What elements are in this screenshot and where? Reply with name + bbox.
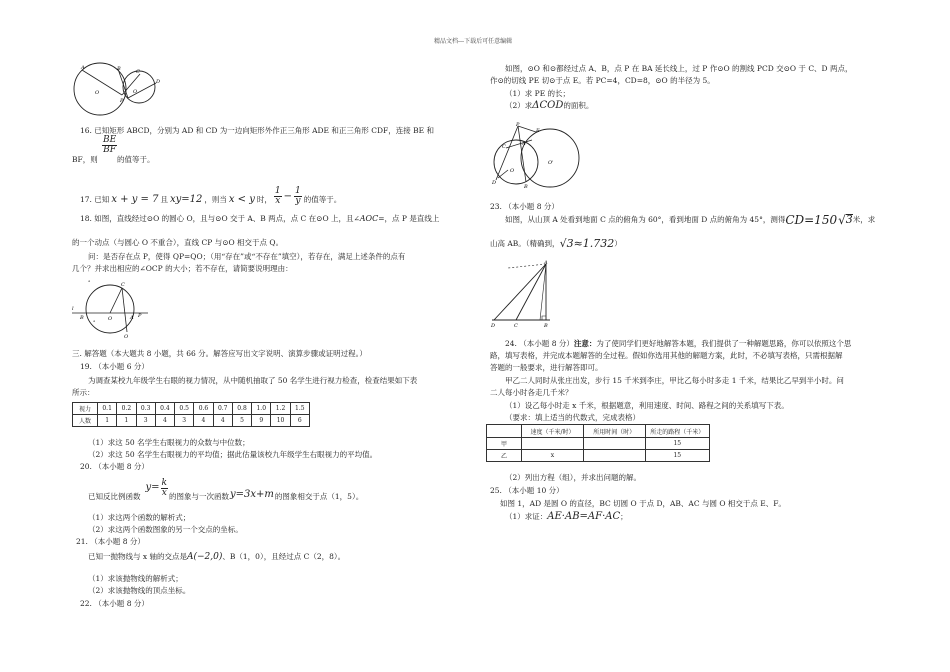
q25-title: 25. （本小题 10 分）	[490, 486, 564, 495]
q17-f1-num: 1	[274, 186, 281, 196]
table-cell: 0.7	[213, 403, 232, 415]
svg-text:O: O	[95, 90, 100, 96]
q23-l2b: ）	[614, 239, 622, 248]
table-cell: 3	[175, 415, 194, 427]
svg-text:B: B	[117, 66, 121, 72]
q20-line	[88, 474, 363, 502]
q17-eq3: x < y	[228, 193, 255, 205]
table-cell: 1	[117, 415, 136, 427]
q24-line5: 二人每小时各走几千米？	[490, 388, 573, 397]
q22-s2b: 的面积。	[563, 101, 594, 110]
q21-line	[88, 552, 345, 562]
q20-sub2: （2）求这两个函数图象的另一个交点的坐标。	[88, 525, 243, 534]
secant-tangent-figure	[486, 120, 586, 192]
q20-a: 已知反比例函数	[88, 492, 141, 501]
q25-line1: 如图 1，AD 是圆 O 的直径，BC 切圆 O 于点 D，AB、AC 与圆 O 相交于点 E、F。	[500, 499, 786, 508]
table-cell: 0.8	[232, 403, 251, 415]
svg-text:C: C	[514, 323, 518, 328]
table-cell	[583, 450, 645, 462]
q24-note: 注意：	[573, 339, 597, 348]
q19-line1: 为调查某校九年级学生右眼的视力情况，从中随机抽取了 50 名学生进行视力检查，检查结果如下表	[88, 376, 418, 385]
table-cell: 15	[645, 450, 709, 462]
table-cell: 4	[194, 415, 213, 427]
q17-f2-num: 1	[295, 186, 301, 196]
q23-line1	[505, 214, 875, 225]
q18-line2: 的一个动点（与圆心 O 不重合），直线 CP 与⊙O 相交于点 Q。	[72, 238, 284, 247]
q23-sqrt-sign2: √	[559, 237, 567, 250]
q25-sub1	[505, 512, 628, 522]
q19-line2: 所示：	[72, 388, 95, 397]
table-cell: 乙	[487, 450, 522, 462]
svg-text:O: O	[108, 316, 113, 322]
q17-e: 的值等于。	[303, 194, 342, 204]
svg-text:D: D	[492, 180, 497, 186]
q17-f2-den: y	[295, 196, 301, 206]
table-cell: 4	[155, 415, 174, 427]
q23-l1b: 米，求	[852, 214, 876, 224]
count-table-row	[73, 415, 310, 427]
svg-text:Q: Q	[124, 334, 129, 338]
q24-line4: 甲乙二人同时从张庄出发，步行 15 千米到李庄，甲比乙每小时多走 1 千米，结果比乙早到半小时。问	[505, 376, 844, 385]
q24-line1	[505, 339, 851, 349]
q22-line2: 作⊙的切线 PE 切⊙于点 E。若 PC=4，CD=8，⊙O 的半径为 5。	[490, 76, 715, 85]
q24-title: 24. （本小题 8 分）	[505, 339, 574, 348]
table-cell: 所走的路程（千米）	[645, 425, 709, 438]
q20-c: 的图象相交于点（1，5）。	[274, 492, 364, 501]
q17-f1-den: x	[275, 196, 281, 206]
mountain-height-figure	[488, 258, 554, 328]
table-cell: 0.4	[155, 403, 174, 415]
q24-requirement: （要求：填上适当的代数式，完成表格）	[505, 413, 640, 422]
table-cell	[487, 425, 522, 438]
speed-table-row	[487, 450, 710, 462]
svg-text:C: C	[121, 282, 125, 288]
table-cell	[583, 438, 645, 450]
table-cell: 0.6	[194, 403, 213, 415]
q18-line4: 几个？并求出相应的∠OCP 的大小；若不存在，请简要说明理由：	[72, 264, 293, 273]
q22-title: 22. （本小题 8 分）	[80, 599, 149, 608]
table-cell: 3	[136, 415, 155, 427]
q17-a: 17. 已知	[80, 194, 110, 204]
table-cell: 1.2	[271, 403, 290, 415]
table-cell: 0.2	[117, 403, 136, 415]
q17-c: ，则当	[204, 194, 227, 204]
q16-frac-num: BE	[103, 135, 117, 145]
q20-title: 20. （本小题 8 分）	[80, 462, 149, 471]
q25-s1m: AE·AB=AF·AC	[547, 511, 621, 522]
svg-text:B: B	[544, 323, 548, 328]
table-cell: 15	[645, 438, 709, 450]
q18-angle: AOC	[359, 214, 379, 223]
svg-text:P: P	[516, 122, 520, 128]
q20-sub1: （1）求这两个函数的解析式；	[88, 513, 191, 522]
q24-l1: 为了使同学们更好地解答本题，我们提供了一种解题思路，你可以依照这个思	[596, 339, 852, 348]
table-cell: 1.0	[252, 403, 271, 415]
q25-s1a: （1）求证：	[505, 512, 548, 521]
table-cell: x	[522, 450, 584, 462]
q17-d: 时，	[256, 194, 272, 204]
q23-sqrt-sign: √	[838, 212, 846, 227]
q24-line2: 路，填写表格，并完成本题解答的全过程。假如你选用其他的解题方案，此时，不必填写表格，只需根据解	[490, 351, 843, 360]
table-cell: 1	[98, 415, 117, 427]
q22-sub2	[505, 101, 593, 111]
page-header: 精品文档---下载后可任意编辑	[434, 38, 513, 45]
q20-eq: y=3x+m	[230, 489, 274, 500]
q21-title: 21. （本小题 8 分）	[76, 537, 145, 546]
svg-text:l: l	[72, 306, 74, 312]
q22-s2a: （2）求	[505, 101, 533, 110]
svg-text:B: B	[524, 184, 528, 190]
table-cell: 0.1	[98, 403, 117, 415]
vision-table-row	[73, 403, 310, 415]
svg-text:A: A	[522, 141, 526, 147]
svg-text:A: A	[130, 315, 134, 321]
table-cell: 0.5	[175, 403, 194, 415]
q19-title: 19. （本小题 6 分）	[80, 362, 149, 371]
q24-sub1: （1）设乙每小时走 x 千米，根据题意，利用速度、时间、路程之间的关系填写下表。	[505, 401, 789, 410]
q23-l1a: 如图，从山顶 A 处看到地面 C 点的俯角为 60°，看到地面 D 点的俯角为 45°，测得	[505, 214, 786, 224]
svg-text:O: O	[133, 89, 138, 95]
q17-eq2: xy=12	[169, 193, 203, 205]
q24-line3: 答题的一般要求，进行解答即可。	[490, 363, 603, 372]
circle-line-figure	[70, 276, 150, 338]
svg-text:E: E	[536, 128, 540, 134]
q22-line1: 如图，⊙O 和⊙都经过点 A、B，点 P 在 BA 延长线上，过 P 作⊙O 的割线 PCD 交⊙O 于 C、D 两点，	[505, 64, 853, 73]
q16-line2b: 的值等于。	[117, 155, 155, 164]
svg-text:C: C	[502, 144, 506, 150]
q24-sub2: （2）列出方程（组），并求出问题的解。	[505, 473, 642, 482]
q18-line3: 问：是否存在点 P，使得 QP=QO；（用“存在”或“不存在”填空），若存在，满足上述条件的点有	[88, 252, 406, 261]
q16-text: 16. 已知矩形 ABCD，分别为 AD 和 CD 为一边向矩形外作正三角形 ADE 和正三角形 CDF，连接 BE 和	[80, 126, 434, 135]
q17-minus: −	[283, 190, 292, 202]
svg-text:D: D	[491, 323, 496, 328]
q20-frac-num: k	[161, 477, 167, 488]
table-cell: 1.5	[290, 403, 309, 415]
q20-b: 的图象与一次函数	[169, 492, 229, 501]
q20-frac-den: x	[161, 487, 167, 498]
svg-text:°: °	[93, 320, 96, 326]
q17-line	[80, 186, 342, 206]
q19-sub2: （2）求这 50 名学生右眼视力的平均值；据此估量该校九年级学生右眼视力的平均值。	[88, 450, 378, 459]
two-circles-figure	[70, 62, 170, 118]
svg-text:A: A	[544, 260, 548, 266]
q22-s2m: ΔCOD	[532, 100, 564, 111]
svg-text:C: C	[136, 69, 140, 75]
q18-l1b: =，点 P 是直线上	[378, 214, 440, 223]
q23-line2	[490, 239, 622, 249]
q17-eq1: x + y = 7	[111, 193, 159, 205]
table-cell: 视力	[73, 403, 98, 415]
speed-time-table	[486, 424, 710, 462]
q23-approx: 3≈1.732	[566, 237, 615, 250]
svg-text:°: °	[88, 280, 91, 286]
table-cell: 9	[252, 415, 271, 427]
q21-point: A(−2,0)	[187, 552, 223, 562]
table-cell: 0.3	[136, 403, 155, 415]
table-cell: 所用时间（时）	[583, 425, 645, 438]
svg-text:O: O	[510, 168, 515, 174]
table-cell: 6	[290, 415, 309, 427]
q23-cd: CD=150	[785, 212, 838, 227]
svg-text:P: P	[138, 313, 142, 319]
table-cell	[522, 438, 584, 450]
speed-table-header	[487, 425, 710, 438]
vision-table	[72, 402, 310, 427]
q16-frac-den: BF	[103, 145, 117, 155]
q18-line1	[80, 214, 439, 224]
q23-title: 23. （本小题 8 分）	[490, 202, 559, 211]
q20-y: y=	[145, 482, 160, 493]
q16-fraction	[102, 135, 117, 155]
table-cell: 5	[232, 415, 251, 427]
q21-a: 已知一抛物线与 x 轴的交点是	[88, 552, 187, 561]
q19-sub1: （1）求这 50 名学生右眼视力的众数与中位数；	[88, 438, 250, 447]
section3-heading: 三. 解答题（本大题共 8 小题，共 66 分。解答应写出文字说明、演算步骤或证明过程。）	[72, 349, 367, 358]
table-cell: 速度（千米/时）	[522, 425, 584, 438]
q23-sqrt3: 3	[845, 213, 853, 226]
q17-b: 且	[160, 194, 168, 204]
table-cell: 4	[213, 415, 232, 427]
q25-s1b: ；	[620, 512, 628, 521]
q21-sub1: （1）求该抛物线的解析式；	[88, 574, 183, 583]
q23-l2a: 山高 AB。（精确到，	[490, 239, 560, 248]
svg-text:B: B	[80, 315, 84, 321]
q16-line2a: BF，则	[72, 155, 98, 164]
table-cell: 人数	[73, 415, 98, 427]
q22-sub1: （1）求 PE 的长；	[505, 89, 571, 98]
table-cell: 甲	[487, 438, 522, 450]
svg-text:D: D	[156, 79, 161, 85]
table-cell: 10	[271, 415, 290, 427]
q21-b: 、B（1，0），且经过点 C（2，8）。	[222, 552, 346, 561]
speed-table-row	[487, 438, 710, 450]
q21-sub2: （2）求该抛物线的顶点坐标。	[88, 586, 191, 595]
svg-text:A: A	[81, 65, 85, 71]
svg-text:P: P	[120, 98, 124, 104]
q18-l1a: 18. 如图，直线经过⊙O 的圆心 O，且与⊙O 交于 A、B 两点，点 C 在⊙O 上，且∠	[80, 214, 360, 223]
svg-text:O': O'	[548, 160, 554, 166]
